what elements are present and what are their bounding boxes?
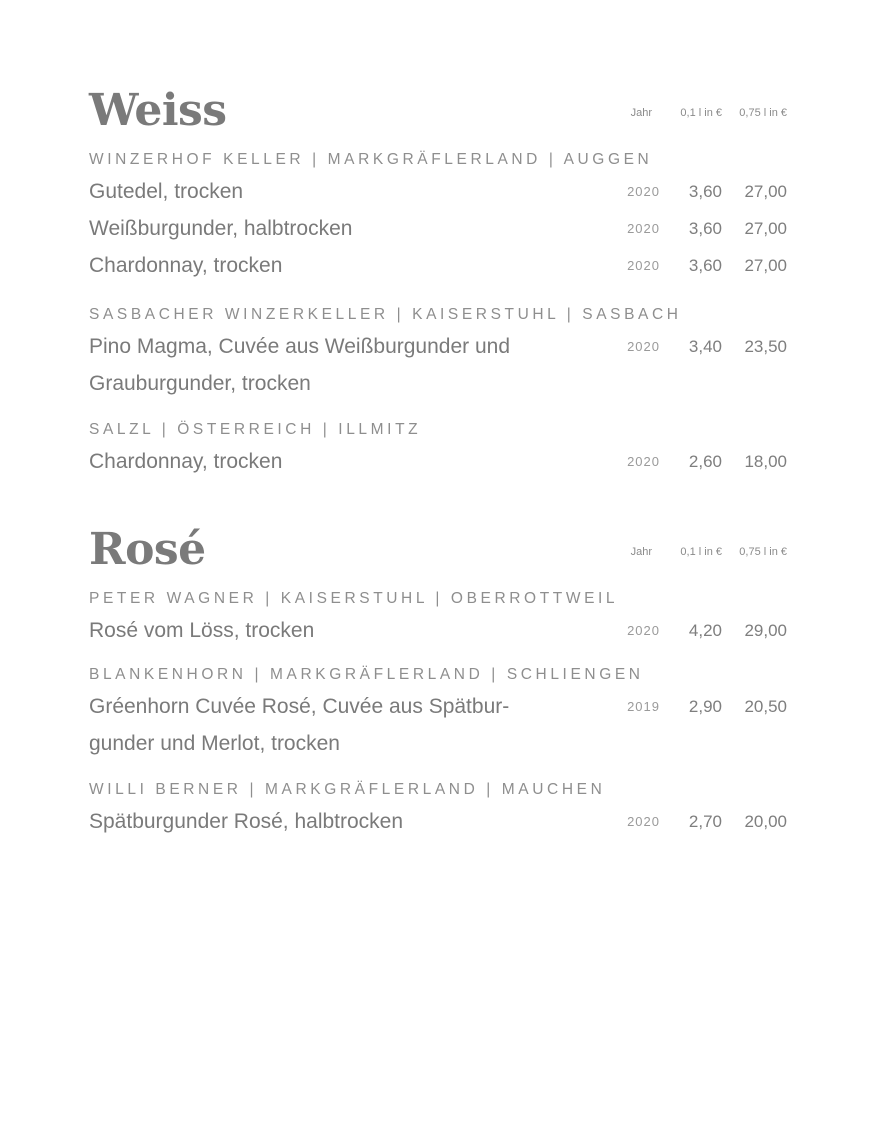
wine-price-small: 3,60 — [688, 182, 722, 201]
wine-row — [89, 612, 789, 649]
wine-price-small: 3,60 — [688, 219, 722, 238]
wine-price-bottle: 20,50 — [744, 697, 787, 716]
producer-label: SASBACHER WINZERKELLER | KAISERSTUHL | SASBACH — [89, 306, 682, 323]
section-header — [89, 524, 789, 580]
wine-year: 2020 — [627, 184, 660, 199]
column-header-year: Jahr — [630, 546, 652, 558]
wine-price-bottle: 27,00 — [744, 219, 787, 238]
section-title: Rosé — [89, 524, 206, 575]
producer-group — [89, 586, 789, 649]
wine-row — [89, 210, 789, 247]
wine-name: Chardonnay, trocken — [89, 254, 283, 277]
wine-price-small: 3,40 — [688, 337, 722, 356]
wine-name: Chardonnay, trocken — [89, 450, 283, 473]
wine-price-small: 2,60 — [688, 452, 722, 471]
producer-group — [89, 417, 789, 480]
producer-label: WILLI BERNER | MARKGRÄFLERLAND | MAUCHEN — [89, 781, 606, 798]
wine-name: Spätburgunder Rosé, halbtrocken — [89, 810, 404, 833]
producer-group — [89, 147, 789, 284]
column-header-year: Jahr — [630, 107, 652, 119]
column-header-bottle: 0,75 l in € — [739, 546, 787, 558]
producer-label: SALZL | ÖSTERREICH | ILLMITZ — [89, 421, 422, 438]
wine-year: 2020 — [627, 454, 660, 469]
wine-name: Gutedel, trocken — [89, 180, 244, 203]
section-title: Weiss — [89, 85, 227, 136]
wine-name: Weißburgunder, halbtrocken — [89, 217, 353, 240]
wine-price-bottle: 27,00 — [744, 182, 787, 201]
wine-row — [89, 688, 789, 762]
wine-menu-page — [89, 0, 789, 840]
wine-year: 2020 — [627, 814, 660, 829]
wine-price-small: 4,20 — [688, 621, 722, 640]
producer-group — [89, 302, 789, 402]
producer-label: PETER WAGNER | KAISERSTUHL | OBERROTTWEIL — [89, 590, 619, 607]
wine-year: 2020 — [627, 339, 660, 354]
section-weiss — [89, 85, 789, 480]
wine-year: 2020 — [627, 623, 660, 638]
wine-price-bottle: 29,00 — [744, 621, 787, 640]
wine-name: Rosé vom Löss, trocken — [89, 619, 315, 642]
column-header-small-glass: 0,1 l in € — [680, 546, 722, 558]
wine-name: Pino Magma, Cuvée aus Weißburgunder und Grauburgunder, trocken — [89, 335, 511, 395]
producer-group — [89, 777, 789, 840]
wine-price-small: 2,70 — [688, 812, 722, 831]
wine-row — [89, 803, 789, 840]
wine-price-bottle: 18,00 — [744, 452, 787, 471]
section-rose — [89, 524, 789, 840]
wine-year: 2019 — [627, 699, 660, 714]
producer-label: BLANKENHORN | MARKGRÄFLERLAND | SCHLIENGEN — [89, 666, 644, 683]
wine-row — [89, 173, 789, 210]
wine-price-bottle: 20,00 — [744, 812, 787, 831]
wine-price-small: 2,90 — [688, 697, 722, 716]
producer-label: WINZERHOF KELLER | MARKGRÄFLERLAND | AUGGEN — [89, 151, 653, 168]
wine-year: 2020 — [627, 221, 660, 236]
wine-price-bottle: 27,00 — [744, 256, 787, 275]
wine-row — [89, 443, 789, 480]
column-header-bottle: 0,75 l in € — [739, 107, 787, 119]
section-header — [89, 85, 789, 141]
wine-row — [89, 328, 789, 402]
wine-name: Gréenhorn Cuvée Rosé, Cuvée aus Spätbur-gunder und Merlot, trocken — [89, 695, 510, 755]
wine-row — [89, 247, 789, 284]
column-header-small-glass: 0,1 l in € — [680, 107, 722, 119]
wine-year: 2020 — [627, 258, 660, 273]
wine-price-bottle: 23,50 — [744, 337, 787, 356]
wine-price-small: 3,60 — [688, 256, 722, 275]
producer-group — [89, 662, 789, 762]
